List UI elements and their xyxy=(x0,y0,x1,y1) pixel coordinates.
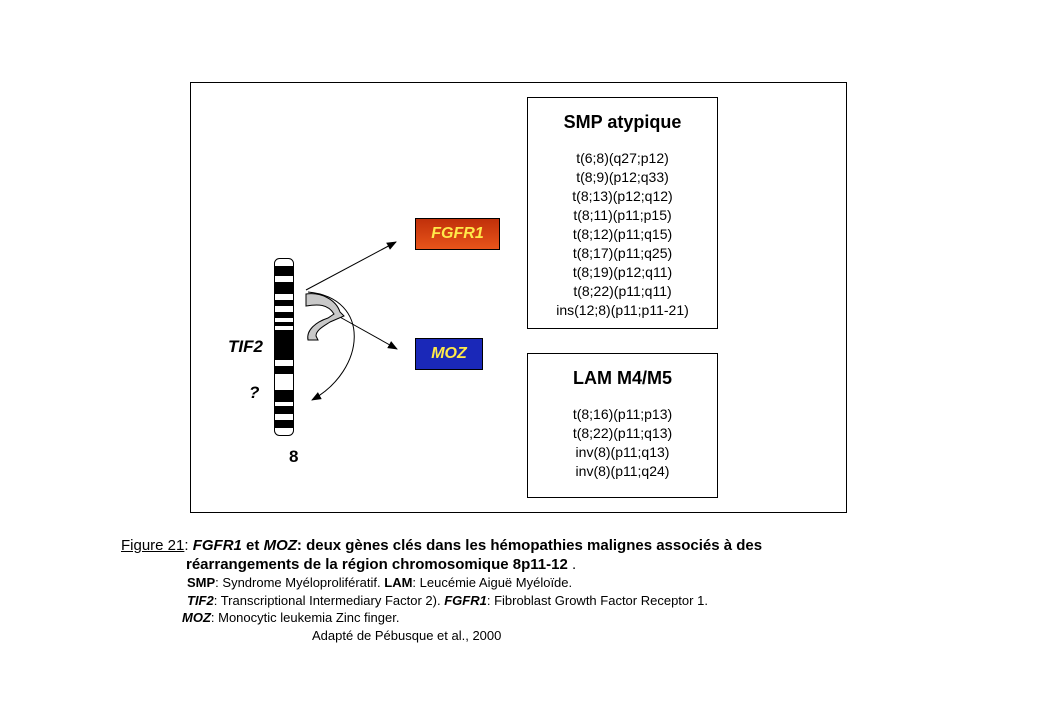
caption-gene1: FGFR1 xyxy=(192,537,242,554)
lam-line: inv(8)(p11;q13) xyxy=(575,444,670,460)
caption-rest1: : deux gènes clés dans les hémopathies malignes associés à des xyxy=(296,537,763,554)
figure-label: Figure 21 xyxy=(121,537,185,554)
caption-line2: réarrangements de la région chromosomique 8p11-12 xyxy=(186,556,568,573)
abbr-def: : Syndrome Myéloprolifératif. xyxy=(215,575,385,590)
abbr-term: MOZ xyxy=(182,610,211,625)
smp-box-title: SMP atypique xyxy=(563,112,682,132)
lam-line: t(8;16)(p11;p13) xyxy=(572,406,673,422)
lam-box-title: LAM M4/M5 xyxy=(573,368,672,388)
abbreviation-line xyxy=(187,575,572,590)
smp-line: t(8;13)(p12;q12) xyxy=(572,188,673,204)
arrow-to-fgfr1 xyxy=(306,242,396,290)
question-label: ? xyxy=(249,383,260,402)
abbr-term2: LAM xyxy=(384,575,413,590)
smp-line: t(6;8)(q27;p12) xyxy=(576,150,669,166)
abbr-def2: : Fibroblast Growth Factor Receptor 1. xyxy=(486,593,708,608)
smp-line: t(8;9)(p12;q33) xyxy=(576,169,669,185)
abbr-term: TIF2 xyxy=(187,593,214,608)
lam-line: t(8;22)(p11;q13) xyxy=(572,425,673,441)
abbr-def2: : Leucémie Aiguë Myéloïde. xyxy=(412,575,573,590)
figure-caption-line1 xyxy=(121,537,762,554)
figure-caption-line2 xyxy=(186,556,576,573)
abbr-def: : Transcriptional Intermediary Factor 2). xyxy=(213,593,445,608)
arrow-to-moz xyxy=(338,316,397,349)
moz-gene-label: MOZ xyxy=(431,345,467,362)
caption-line2-end: . xyxy=(567,556,577,573)
caption-colon: : xyxy=(184,537,193,554)
smp-line: t(8;17)(p11;q25) xyxy=(572,245,673,261)
fgfr1-gene-label: FGFR1 xyxy=(431,225,484,242)
chromosome-8-icon xyxy=(274,258,294,436)
abbreviation-line xyxy=(182,610,399,625)
abbreviation-line xyxy=(187,593,708,608)
lam-line: inv(8)(p11;q24) xyxy=(575,463,670,479)
caption-gene2: MOZ xyxy=(263,537,297,554)
tif2-label: TIF2 xyxy=(228,337,263,356)
smp-line: t(8;12)(p11;q15) xyxy=(572,226,673,242)
smp-line: t(8;11)(p11;p15) xyxy=(573,207,672,223)
curved-block-arrow xyxy=(306,294,344,340)
smp-line: ins(12;8)(p11;p11-21) xyxy=(556,302,689,318)
abbr-term2: FGFR1 xyxy=(444,593,487,608)
caption-et: et xyxy=(241,537,264,554)
smp-line: t(8;19)(p12;q11) xyxy=(572,264,673,280)
chromosome-number: 8 xyxy=(289,447,299,466)
source-citation: Adapté de Pébusque et al., 2000 xyxy=(312,628,502,643)
smp-line: t(8;22)(p11;q11) xyxy=(573,283,672,299)
abbr-def: : Monocytic leukemia Zinc finger. xyxy=(210,610,400,625)
abbr-term: SMP xyxy=(187,575,216,590)
